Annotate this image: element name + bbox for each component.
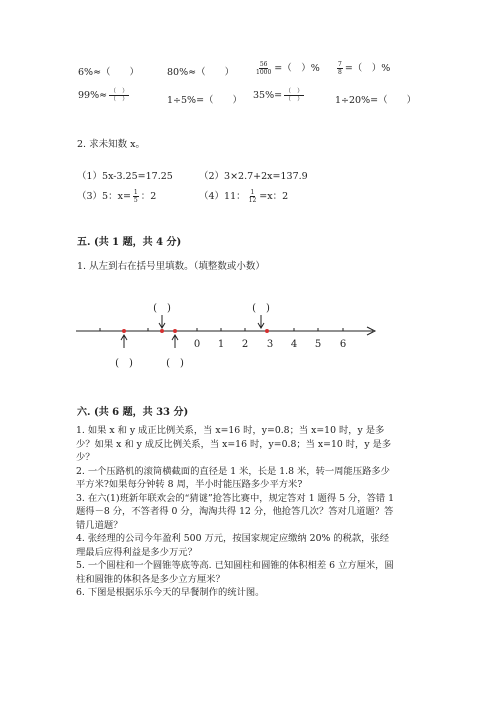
marked-point	[173, 329, 177, 333]
fraction: $\frac{1}{5}$	[133, 189, 138, 204]
section-6-heading: 六. (共 6 题，共 33 分)	[77, 407, 189, 418]
equation-3: （3）5：x= $\frac{1}{5}$ ：2	[77, 189, 157, 204]
equation-4: （4）11： $\frac{1}{12}$ =x：2	[199, 189, 289, 204]
tick-label: 5	[314, 339, 322, 350]
section-5-heading: 五. (共 1 题，共 4 分)	[77, 237, 182, 248]
question-2-title: 2. 求未知数 x。	[77, 139, 145, 150]
conversion-item-2: 80%≈（ ）	[167, 67, 235, 78]
blank-fraction: $\frac{( )}{( )}$	[285, 88, 304, 103]
fraction: $\frac{56}{1000}$	[256, 61, 272, 76]
tick-label: 1	[217, 339, 225, 350]
equation-1: （1）5x-3.25=17.25	[77, 171, 173, 182]
answer-blank: ( )	[252, 303, 270, 314]
word-problem-3: 3. 在六(1)班新年联欢会的“猜谜”抢答比赛中，规定答对 1 题得 5 分，答错 1 题得－8 分，不答者得 0 分，淘淘共得 12 分，他抢答几次？答对几道题？答错几道题？	[76, 492, 395, 531]
word-problem-5: 5. 一个圆柱和一个圆锥等底等高. 已知圆柱和圆锥的体积相差 6 立方厘米，圆柱和圆锥的体积各是多少立方厘米？	[76, 560, 394, 585]
answer-blank: ( )	[166, 358, 184, 369]
conversion-item-4: $\frac{7}{8}$ =（ ）%	[338, 61, 391, 76]
fraction: $\frac{1}{12}$	[248, 189, 257, 204]
conversion-item-6: 1÷5%=（ ）	[167, 95, 243, 106]
marked-point	[122, 329, 126, 333]
word-problem-4: 4. 张经理的公司今年盈利 500 万元，按国家规定应缴纳 20% 的税款，张经理最后应得利益是多少万元？	[76, 533, 390, 558]
marked-point	[265, 329, 269, 333]
tick-label: 2	[241, 339, 249, 350]
answer-blank: ( )	[153, 303, 171, 314]
conversion-item-8: 1÷20%=（ ）	[335, 95, 417, 106]
word-problem-1: 1. 如果 x 和 y 成正比例关系，当 x=16 时，y=0.8；当 x=10 时，y 是多少？如果 x 和 y 成反比例关系，当 x=16 时，y=0.8；当 x=10 时，y 是多少？	[76, 425, 392, 463]
tick-label: 0	[193, 339, 201, 350]
marked-point	[160, 329, 164, 333]
conversion-item-1: 6%≈（ ）	[78, 67, 140, 78]
answer-blank: ( )	[115, 358, 133, 369]
conversion-item-7: 35%= $\frac{( )}{( )}$	[253, 88, 304, 103]
section-5-question-1: 1. 从左到右在括号里填数。（填整数或小数）	[77, 261, 265, 272]
conversion-item-3: $\frac{56}{1000}$ =（ ）%	[256, 61, 320, 76]
conversion-item-5: 99%≈ $\frac{( )}{( )}$	[78, 88, 129, 103]
blank-fraction: $\frac{( )}{( )}$	[110, 88, 129, 103]
tick-label: 4	[290, 339, 298, 350]
tick-label: 3	[266, 339, 274, 350]
number-line	[0, 290, 500, 380]
word-problem-6: 6. 下图是根据乐乐今天的早餐制作的统计图。	[76, 587, 265, 598]
equation-2: （2）3×2.7+2x=137.9	[199, 171, 308, 182]
word-problem-2: 2. 一个压路机的滚筒横截面的直径是 1 米，长是 1.8 米，转一周能压路多少平方米?如果每分钟转 8 周，半小时能压路多少平方米?	[76, 465, 390, 490]
section-6-questions	[76, 424, 396, 600]
fraction: $\frac{7}{8}$	[338, 61, 342, 76]
tick-label: 6	[339, 339, 347, 350]
